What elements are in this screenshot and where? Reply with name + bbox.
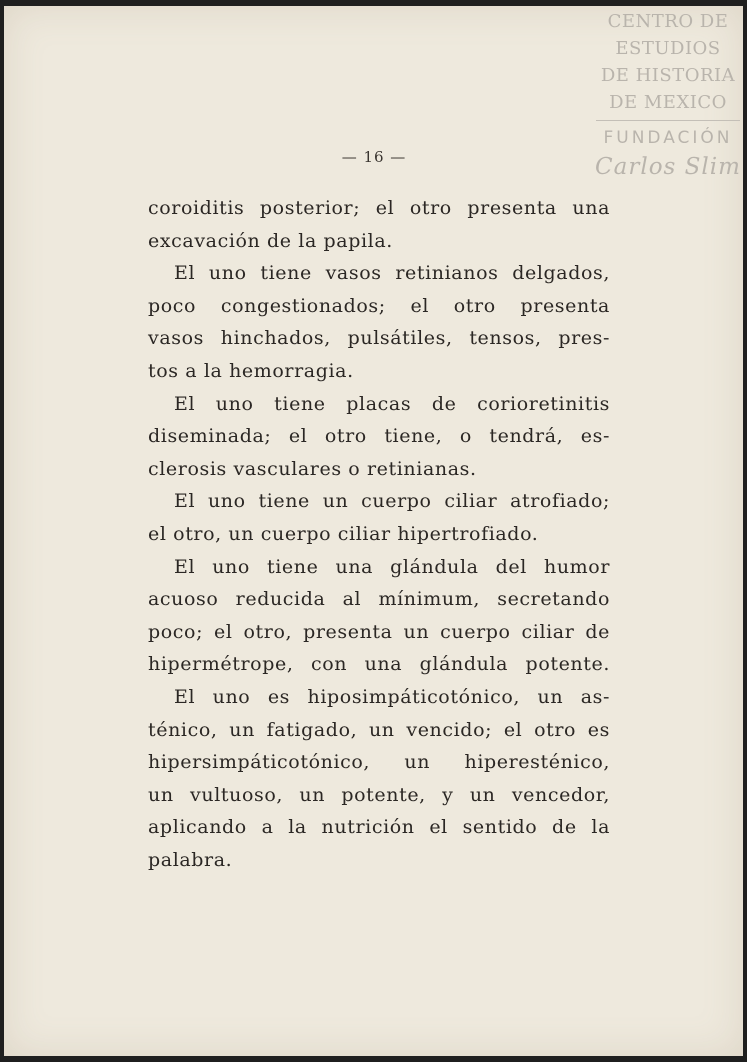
text-line: El uno es hiposimpáticotónico, un as- [174,685,610,708]
watermark-fundacion: FUNDACIÓN [603,128,733,148]
archive-watermark [593,6,743,192]
text-line: El uno tiene placas de corioretinitis [174,392,610,415]
watermark-signature: Carlos Slim [595,154,741,180]
text-line: El uno tiene vasos retinianos delgados, [174,262,610,285]
document-page [4,6,743,1056]
text-line: aplicando a la nutrición el sentido de la [148,816,610,839]
watermark-divider [596,120,740,121]
text-line: poco congestionados; el otro presenta [148,294,610,317]
text-line: diseminada; el otro tiene, o tendrá, es- [148,425,610,448]
watermark-line: ESTUDIOS [615,38,721,59]
text-line: ténico, un fatigado, un vencido; el otro es [148,718,610,741]
text-line: clerosis vasculares o retinianas. [148,457,477,480]
watermark-line: CENTRO DE [607,11,729,32]
text-line: coroiditis posterior; el otro presenta una [148,197,610,219]
watermark-line: DE MEXICO [609,92,727,113]
text-line: hipersimpáticotónico, un hiperesténico, [148,751,610,774]
text-line: El uno tiene una glándula del humor [174,555,610,578]
text-line: tos a la hemorragia. [148,359,354,382]
text-line: un vultuoso, un potente, y un vencedor, [148,783,610,806]
text-line: poco; el otro, presenta un cuerpo ciliar de [148,620,610,643]
text-line: acuoso reducida al mínimum, secretando [148,588,610,611]
watermark-line: DE HISTORIA [600,65,736,86]
text-line: palabra. [148,848,233,871]
text-line: El uno tiene un cuerpo ciliar atrofiado; [174,490,610,513]
text-line: excavación de la papila. [148,229,393,252]
text-line: hipermétrope, con una glándula potente. [148,653,610,676]
text-line: el otro, un cuerpo ciliar hipertrofiado. [148,522,539,545]
text-line: vasos hinchados, pulsátiles, tensos, pres- [148,327,610,350]
page-number: — 16 — [341,148,407,166]
body-text [148,192,610,876]
